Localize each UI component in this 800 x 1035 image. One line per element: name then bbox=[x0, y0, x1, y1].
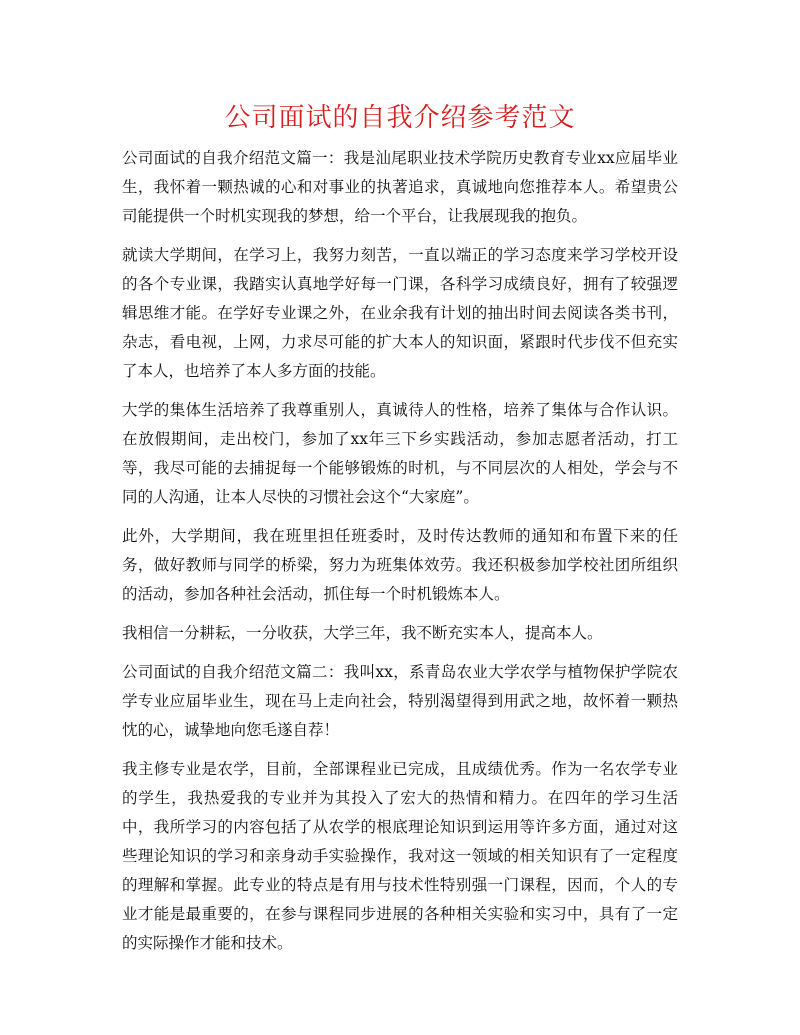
paragraph-6: 公司面试的自我介绍范文篇二：我叫xx，系青岛农业大学农学与植物保护学院农学专业应届毕业生，现在马上走向社会，特别渴望得到用武之地，故怀着一颗热忱的心，诚挚地向您毛遂自荐！ bbox=[122, 663, 678, 739]
paragraph-2: 就读大学期间，在学习上，我努力刻苦，一直以端正的学习态度来学习学校开设的各个专业课，我踏实认真地学好每一门课，各科学习成绩良好，拥有了较强逻辑思维才能。在学好专业课之外，在业余我有计划的抽出时间去阅读各类书刊，杂志，看电视，上网，力求尽可能的扩大本人的知识面，紧跟时代步伐不但充实了本人，也培养了本人多方面的技能。 bbox=[122, 246, 678, 380]
document-title: 公司面试的自我介绍参考范文 bbox=[224, 103, 576, 133]
document-body bbox=[122, 144, 678, 968]
paragraph-1: 公司面试的自我介绍范文篇一：我是汕尾职业技术学院历史教育专业xx应届毕业生，我怀着一颗热诚的心和对事业的执著追求，真诚地向您推荐本人。希望贵公司能提供一个时机实现我的梦想，给一个平台，让我展现我的抱负。 bbox=[122, 149, 678, 225]
paragraph-3: 大学的集体生活培养了我尊重别人，真诚待人的性格，培养了集体与合作认识。在放假期间，走出校门，参加了xx年三下乡实践活动，参加志愿者活动，打工等，我尽可能的去捕捉每一个能够锻炼的时机，与不同层次的人相处，学会与不同的人沟通，让本人尽快的习惯社会这个“大家庭”。 bbox=[122, 401, 678, 506]
paragraph-4: 此外，大学期间，我在班里担任班委时，及时传达教师的通知和布置下来的任务，做好教师与同学的桥梁，努力为班集体效劳。我还积极参加学校社团所组织的活动，参加各种社会活动，抓住每一个时机锻炼本人。 bbox=[122, 527, 678, 603]
paragraph-7: 我主修专业是农学，目前，全部课程业已完成，且成绩优秀。作为一名农学专业的学生，我热爱我的专业并为其投入了宏大的热情和精力。在四年的学习生活中，我所学习的内容包括了从农学的根底理论知识到运用等许多方面，通过对这些理论知识的学习和亲身动手实验操作，我对这一领域的相关知识有了一定程度的理解和掌握。此专业的特点是有用与技术性特别强一门课程，因而，个人的专业才能是最重要的，在参与课程同步进展的各种相关实验和实习中，具有了一定的实际操作才能和技术。 bbox=[122, 760, 678, 952]
paragraph-5: 我相信一分耕耘，一分收获，大学三年，我不断充实本人，提高本人。 bbox=[122, 624, 603, 642]
